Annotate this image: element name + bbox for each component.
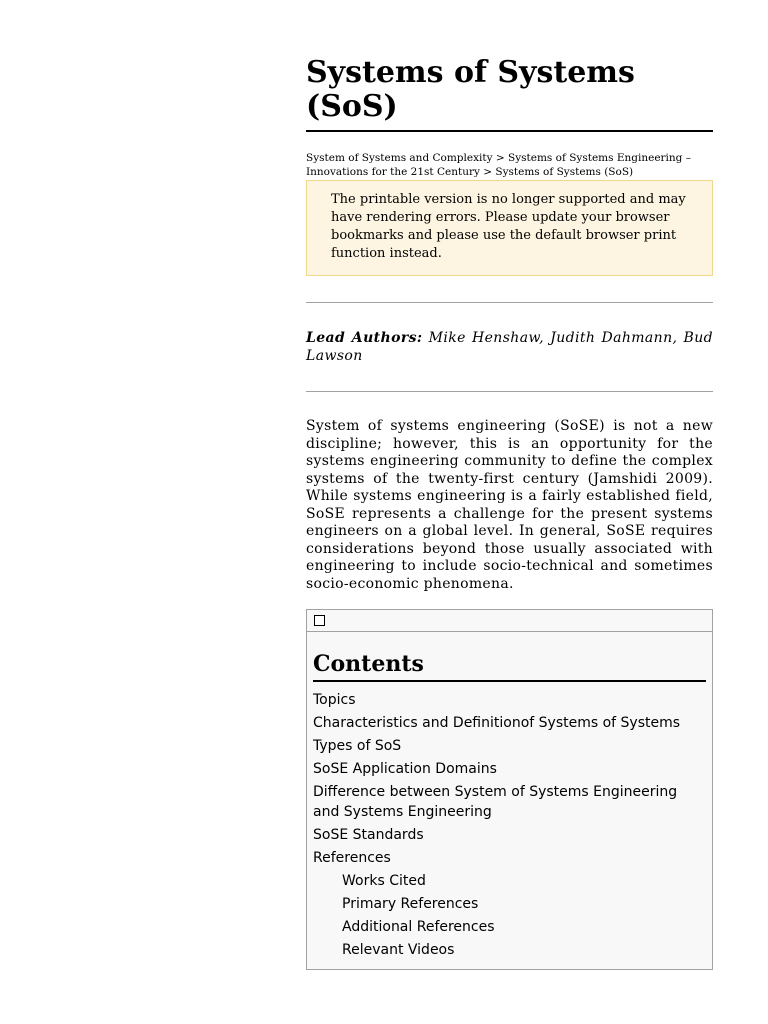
toc-item-difference[interactable]: Difference between System of Systems Engineering and Systems Engineering <box>313 783 678 820</box>
lead-authors-names: Mike Henshaw, Judith Dahmann, Bud Lawson <box>306 330 714 364</box>
breadcrumb-link-sos-engineering[interactable]: Systems of Systems Engineering – Innovations for the 21st Century <box>306 152 691 178</box>
breadcrumb-link-sos-complexity[interactable]: System of Systems and Complexity <box>306 152 493 164</box>
page-title-line-1: Systems of Systems <box>306 55 635 90</box>
toc-subitem-works-cited[interactable]: Works Cited <box>342 872 426 889</box>
page-content <box>306 52 713 970</box>
toc-toggle-bar <box>307 610 712 632</box>
toc-item-application-domains[interactable]: SoSE Application Domains <box>313 760 497 777</box>
toc-item-standards[interactable]: SoSE Standards <box>313 826 424 843</box>
toc-subitem-relevant-videos[interactable]: Relevant Videos <box>342 941 455 958</box>
toc-item-references[interactable]: References <box>313 849 391 866</box>
divider <box>306 391 713 392</box>
breadcrumb-separator: > <box>492 152 509 164</box>
breadcrumb-separator: > <box>479 166 496 178</box>
printable-version-notice: The printable version is no longer supported and may have rendering errors. Please update your browser bookmarks and please use the default browser print function instead. <box>306 180 713 276</box>
toc-item-characteristics[interactable]: Characteristics and Definitionof Systems of Systems <box>313 714 681 731</box>
toc-subitem-primary-references[interactable]: Primary References <box>342 895 479 912</box>
toc-item-types[interactable]: Types of SoS <box>313 737 402 754</box>
breadcrumb-current: Systems of Systems (SoS) <box>495 166 634 178</box>
toc-title: Contents <box>313 650 706 682</box>
table-of-contents <box>306 609 713 970</box>
toc-toggle-checkbox[interactable] <box>314 615 325 626</box>
intro-paragraph: System of systems engineering (SoSE) is not a new discipline; however, this is an opportunity for the systems engineering community to define the complex systems of the twenty-first century (Jamshidi 2009). While systems engineering is a fairly established field, SoSE represents a challenge for the present systems engineers on a global level. In general, SoSE requires considerations beyond those usually associated with engineering to include socio-technical and sometimes socio-economic phenomena. <box>306 418 713 592</box>
toc-item-topics[interactable]: Topics <box>313 691 356 708</box>
lead-authors-label: Lead Authors: <box>306 330 423 346</box>
toc-body <box>307 632 712 969</box>
divider <box>306 302 713 303</box>
toc-subitem-additional-references[interactable]: Additional References <box>342 918 495 935</box>
page-title-line-2: (SoS) <box>306 89 398 124</box>
breadcrumb <box>306 151 713 179</box>
lead-authors <box>306 329 713 365</box>
page-title <box>306 56 713 132</box>
